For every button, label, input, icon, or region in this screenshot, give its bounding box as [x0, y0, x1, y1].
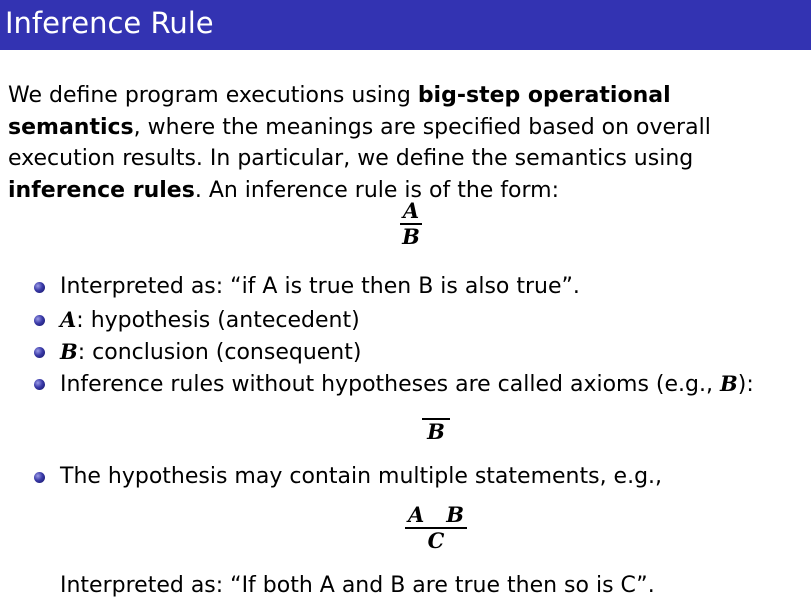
bullet-axioms — [60, 369, 754, 400]
bullet-text: Inference rules without hypotheses are called axioms (e.g., — [60, 372, 720, 397]
multi-conclusion: C — [427, 528, 445, 553]
math-symbol: B — [60, 339, 78, 364]
bullet-text: Interpreted as: “if A is true then B is also true”. — [60, 274, 580, 299]
intro-bold-1: big-step operational semantics — [8, 83, 671, 140]
bullet-dot — [34, 347, 45, 358]
intro-text-1: We define program executions using — [8, 83, 418, 108]
bullet-multiple-hypotheses — [60, 462, 662, 492]
hypothesis-b: B — [446, 502, 465, 527]
bullet-interpretation — [60, 272, 580, 302]
inference-rule-fraction — [386, 199, 436, 249]
interpretation-text: Interpreted as: “If both A and B are true then so is C”. — [60, 573, 655, 598]
bullet-dot — [34, 472, 45, 483]
intro-text-2: , where the meanings are specified based on overall execution results. In particular, we define the semantics using — [8, 114, 711, 171]
math-symbol: B — [720, 371, 738, 396]
bullet-text: : hypothesis (antecedent) — [76, 308, 360, 333]
slide-header — [0, 0, 811, 50]
rule-conclusion: B — [402, 224, 420, 249]
bullet-hypothesis — [60, 305, 360, 336]
axiom-conclusion: B — [427, 419, 445, 444]
bullet-dot — [34, 315, 45, 326]
bullet-text: The hypothesis may contain multiple statements, e.g., — [60, 464, 663, 489]
axiom-fraction — [411, 412, 461, 444]
slide-title: Inference Rule — [5, 6, 214, 40]
hypothesis-a: A — [407, 502, 425, 527]
bullet-dot — [34, 282, 45, 293]
intro-paragraph — [8, 80, 803, 206]
rule-hypothesis: A — [400, 199, 422, 225]
multi-hypotheses — [405, 503, 467, 529]
intro-bold-2: inference rules — [8, 177, 195, 203]
intro-text-3: . An inference rule is of the form: — [194, 177, 559, 203]
bullet-text-end: ): — [737, 372, 754, 397]
multi-hypothesis-fraction — [396, 503, 476, 553]
bullet-text: : conclusion (consequent) — [77, 340, 362, 365]
bullet-conclusion — [60, 337, 361, 368]
bullet-dot — [34, 379, 45, 390]
math-symbol: A — [60, 307, 77, 332]
